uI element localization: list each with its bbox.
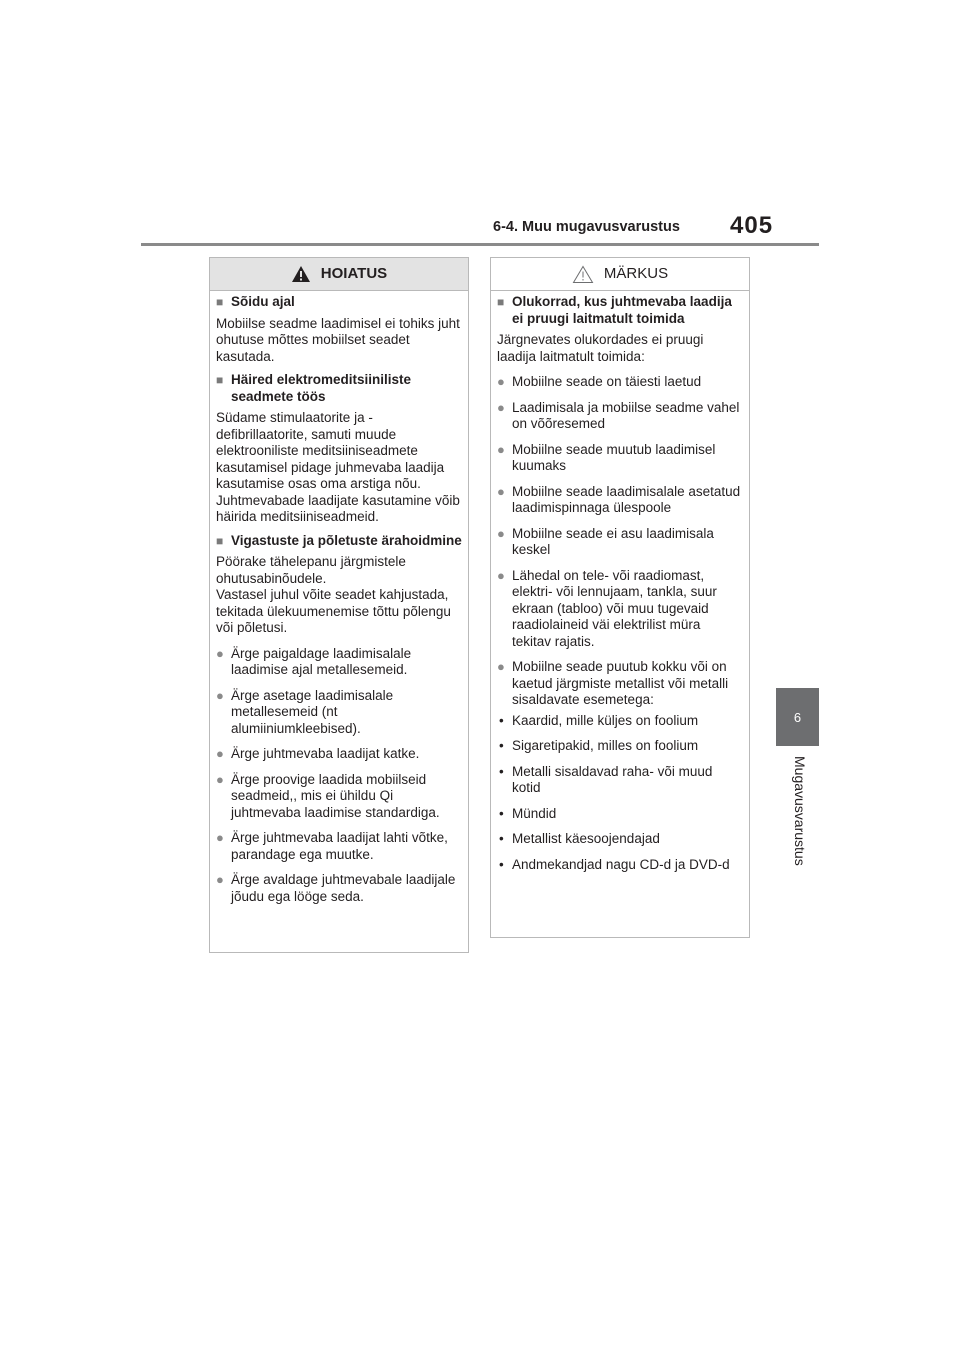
sub-list-item <box>497 764 743 797</box>
list-item <box>216 872 462 905</box>
warning-box <box>209 257 469 953</box>
sub-list-item <box>497 806 743 823</box>
square-bullet-icon: ■ <box>216 373 224 387</box>
warning-title: HOIATUS <box>320 264 388 282</box>
list-item <box>216 772 462 822</box>
sub-list-item <box>497 857 743 874</box>
warning-paragraph: Südame stimulaatorite ja -defibrillaatorite, samuti muude elektrooniliste meditsiiniseadmete kasutamisel pidage juhmevaba laadija kasutamise osas oma arstiga nõu. Juhtmevabade laadijate kasutamine võib häirida meditsiiniseadmeid. <box>216 410 460 524</box>
small-bullet-icon: • <box>499 763 504 779</box>
sub-list-item-text: Mündid <box>512 805 557 821</box>
list-item-text: Lähedal on tele- või raadiomast, elektri- või lennujaam, tankla, suur ekraan (tabloo) või muu tugevaid raadiolaineid väi elektrilist müra tekitav rajatis. <box>512 567 717 649</box>
list-item-text: Ärge paigaldage laadimisalale laadimise ajal metallesemeid. <box>231 645 412 677</box>
heading-text: Häired elektromeditsiiniliste seadmete töös <box>231 372 412 404</box>
warning-paragraph: Pöörake tähelepanu järgmistele ohutusabinõudele. Vastasel juhul võite seadet kahjustada, tekitada ülekuumenemise tõttu põlengu või põletusi. <box>216 554 451 635</box>
circle-bullet-icon: ● <box>497 483 505 499</box>
notice-paragraph: Järgnevates olukordades ei pruugi laadija laitmatult toimida: <box>497 332 704 364</box>
square-bullet-icon: ■ <box>216 533 224 548</box>
small-bullet-icon: • <box>499 831 504 846</box>
small-bullet-icon: • <box>499 738 504 753</box>
list-item-text: Mobiilne seade puutub kokku või on kaetud järgmiste metallist või metalli sisaldavate esemetega: <box>512 659 729 707</box>
warning-heading <box>216 533 462 550</box>
page-number: 405 <box>730 212 774 239</box>
chapter-label: Mugavusvarustus <box>792 756 808 866</box>
warning-body <box>210 291 468 905</box>
list-item <box>497 526 743 559</box>
notice-title: MÄRKUS <box>603 264 669 282</box>
list-item <box>497 568 743 651</box>
warning-triangle-filled-icon <box>291 265 311 283</box>
circle-bullet-icon: ● <box>497 567 505 583</box>
sub-list-item-text: Sigaretipakid, milles on foolium <box>512 738 699 753</box>
sub-list-item-text: Metallist käesoojendajad <box>512 831 660 846</box>
circle-bullet-icon: ● <box>497 399 505 415</box>
sub-list-item <box>497 831 743 848</box>
circle-bullet-icon: ● <box>497 659 505 674</box>
heading-text: Vigastuste ja põletuste ärahoidmine <box>231 532 462 548</box>
list-item-text: Ärge proovige laadida mobiilseid seadmeid,, mis ei ühildu Qi juhtmevaba laadimise standardiga. <box>231 771 440 820</box>
list-item <box>216 646 462 679</box>
list-item <box>497 374 743 391</box>
sub-list-item-text: Kaardid, mille küljes on foolium <box>512 712 699 728</box>
heading-text: Sõidu ajal <box>231 294 295 309</box>
list-item <box>216 746 462 763</box>
list-item-text: Ärge asetage laadimisalale metallesemeid (nt alumiiniumkleebised). <box>231 687 394 736</box>
circle-bullet-icon: ● <box>216 645 224 661</box>
list-item-text: Mobiilne seade laadimisalale asetatud laadimispinnaga ülespoole <box>512 483 741 515</box>
chapter-tab[interactable] <box>776 688 819 746</box>
circle-bullet-icon: ● <box>497 441 505 457</box>
list-item <box>497 659 743 709</box>
list-item <box>497 484 743 517</box>
small-bullet-icon: • <box>499 805 504 821</box>
list-item <box>216 830 462 863</box>
sub-list-item-text: Andmekandjad nagu CD-d ja DVD-d <box>512 856 730 872</box>
circle-bullet-icon: ● <box>497 525 505 541</box>
list-item <box>216 688 462 738</box>
warning-heading <box>216 372 462 405</box>
list-item-text: Mobiilne seade on täiesti laetud <box>512 374 702 389</box>
warning-header <box>210 258 468 291</box>
list-item-text: Mobiilne seade ei asu laadimisala keskel <box>512 525 714 557</box>
list-item <box>497 442 743 475</box>
notice-heading <box>497 294 743 327</box>
notice-triangle-outline-icon <box>572 265 594 284</box>
square-bullet-icon: ■ <box>497 295 505 309</box>
circle-bullet-icon: ● <box>216 771 224 787</box>
header-rule <box>141 243 819 246</box>
list-item-text: Ärge juhtmevaba laadijat katke. <box>231 746 420 761</box>
heading-text: Olukorrad, kus juhtmevaba laadija ei pruugi laitmatult toimida <box>512 294 732 326</box>
notice-body <box>491 291 749 873</box>
circle-bullet-icon: ● <box>216 687 224 703</box>
warning-paragraph: Mobiilse seadme laadimisel ei tohiks juht ohutuse mõttes mobiilset seadet kasutada. <box>216 315 460 364</box>
sub-list-item <box>497 738 743 755</box>
sub-list-item-text: Metalli sisaldavad raha- või muud kotid <box>512 763 713 795</box>
circle-bullet-icon: ● <box>216 872 224 887</box>
list-item-text: Mobiilne seade muutub laadimisel kuumaks <box>512 441 716 473</box>
list-item <box>497 400 743 433</box>
chapter-number: 6 <box>793 709 802 725</box>
notice-box <box>490 257 750 938</box>
circle-bullet-icon: ● <box>497 374 505 389</box>
section-title: 6-4. Muu mugavusvarustus <box>493 219 680 235</box>
notice-header <box>491 258 749 291</box>
square-bullet-icon: ■ <box>216 295 224 309</box>
list-item-text: Ärge avaldage juhtmevabale laadijale jõudu ega lööge seda. <box>231 872 456 904</box>
circle-bullet-icon: ● <box>216 746 224 761</box>
list-item-text: Ärge juhtmevaba laadijat lahti võtke, parandage ega muutke. <box>231 830 448 862</box>
circle-bullet-icon: ● <box>216 830 224 845</box>
small-bullet-icon: • <box>499 856 504 872</box>
small-bullet-icon: • <box>499 712 504 728</box>
list-item-text: Laadimisala ja mobiilse seadme vahel on võõresemed <box>512 399 740 431</box>
sub-list-item <box>497 713 743 730</box>
warning-heading <box>216 294 462 311</box>
